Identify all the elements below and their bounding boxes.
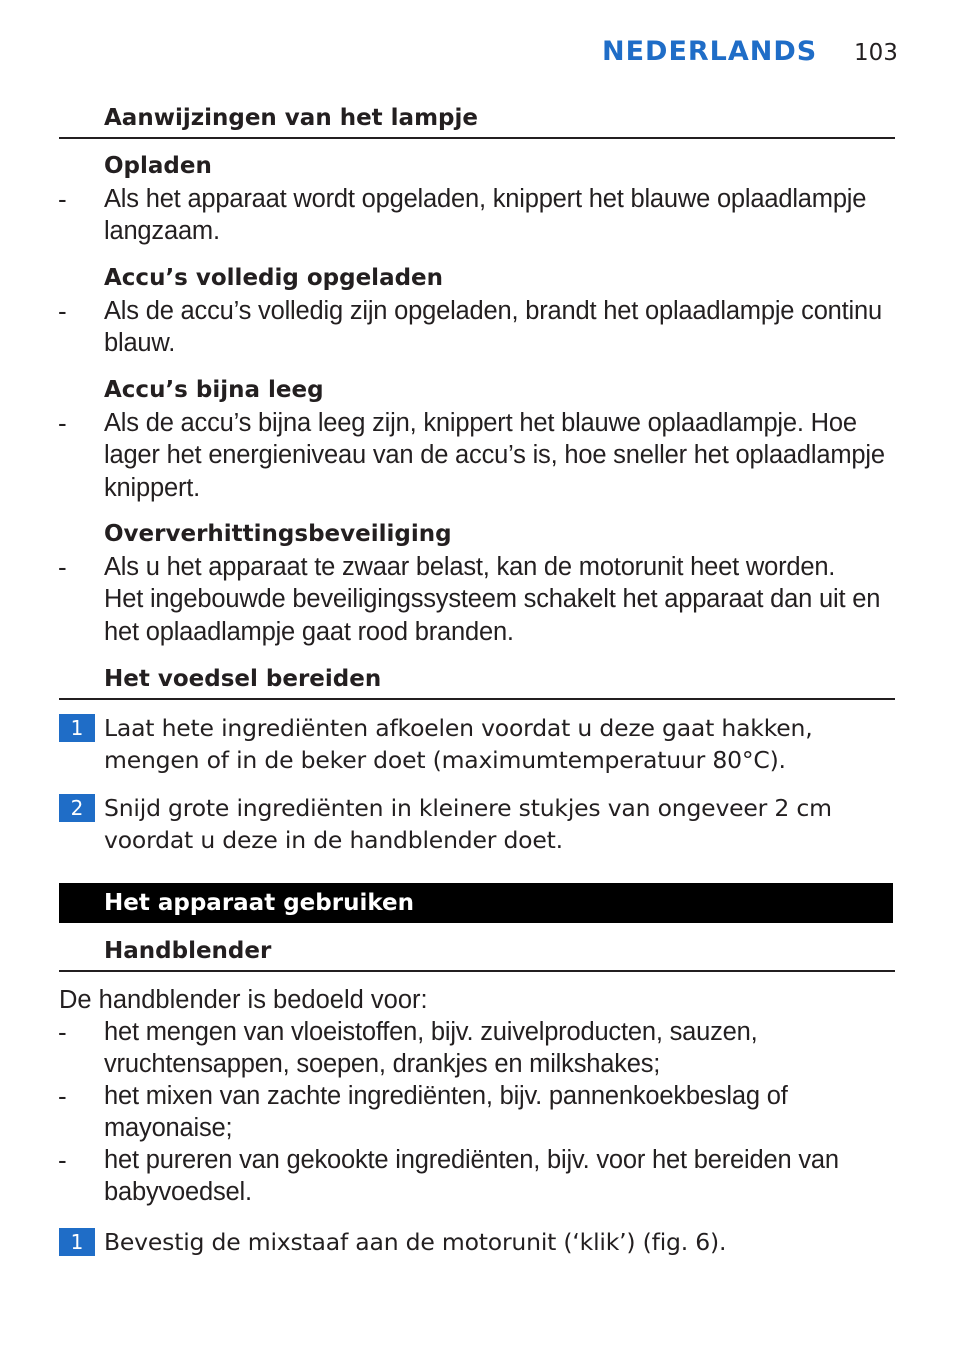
text-line: vruchtensappen, soepen, drankjes en milkshakes; <box>104 1050 661 1079</box>
bullet-dash: - <box>58 552 67 582</box>
text-oververhitting <box>104 551 904 648</box>
intro-paragraph: De handblender is bedoeld voor: <box>59 986 428 1014</box>
bullet-dash: - <box>58 408 67 438</box>
text-line: Bevestig de mixstaaf aan de motorunit (‘klik’) (fig. 6). <box>104 1228 727 1256</box>
section-divider <box>59 137 895 139</box>
list-item <box>104 1144 904 1209</box>
text-line: langzaam. <box>104 217 220 246</box>
text-line: Laat hete ingrediënten afkoelen voordat u deze gaat hakken, <box>104 714 813 742</box>
text-line: knippert. <box>104 473 201 502</box>
text-line: het mengen van vloeistoffen, bijv. zuivelproducten, sauzen, <box>104 1018 758 1046</box>
step-number-badge: 1 <box>59 714 95 742</box>
text-line: babyvoedsel. <box>104 1178 252 1207</box>
chapter-title-bar <box>59 883 893 923</box>
text-line: Het ingebouwde beveiligingssysteem schakelt het apparaat dan uit en <box>104 585 881 614</box>
subheading-opladen: Opladen <box>104 153 212 179</box>
text-line: voordat u deze in de handblender doet. <box>104 826 563 854</box>
text-line: het pureren van gekookte ingrediënten, bijv. voor het bereiden van <box>104 1146 839 1174</box>
bullet-dash: - <box>58 1145 67 1175</box>
section-title-indicator: Aanwijzingen van het lampje <box>104 105 478 131</box>
subheading-oververhitting: Oververhittingsbeveiliging <box>104 521 452 547</box>
text-line: Als het apparaat wordt opgeladen, knippert het blauwe oplaadlampje <box>104 185 867 213</box>
step-number-badge: 1 <box>59 1228 95 1256</box>
list-item <box>104 1080 904 1145</box>
step-text <box>104 712 904 776</box>
step-number-badge: 2 <box>59 794 95 822</box>
text-line: mengen of in de beker doet (maximumtemperatuur 80°C). <box>104 746 786 774</box>
text-line: het oplaadlampje gaat rood branden. <box>104 617 514 646</box>
text-line: mayonaise; <box>104 1114 233 1143</box>
bullet-dash: - <box>58 1081 67 1111</box>
text-line: lager het energieniveau van de accu’s is, hoe sneller het oplaadlampje <box>104 441 885 470</box>
section-divider <box>59 698 895 700</box>
text-line: Als u het apparaat te zwaar belast, kan de motorunit heet worden. <box>104 553 836 581</box>
bullet-dash: - <box>58 296 67 326</box>
text-line: Als de accu’s bijna leeg zijn, knippert het blauwe oplaadlampje. Hoe <box>104 409 857 437</box>
text-line: Snijd grote ingrediënten in kleinere stukjes van ongeveer 2 cm <box>104 794 832 822</box>
subheading-accu-vol: Accu’s volledig opgeladen <box>104 265 444 291</box>
list-item <box>104 1016 904 1081</box>
text-opladen <box>104 183 904 248</box>
step-text <box>104 1226 904 1258</box>
chapter-title: Het apparaat gebruiken <box>104 890 414 916</box>
subheading-handblender: Handblender <box>104 938 272 964</box>
language-heading: NEDERLANDS <box>602 36 818 67</box>
step-text <box>104 792 904 856</box>
text-accu-vol <box>104 295 904 360</box>
section-title-food-prep: Het voedsel bereiden <box>104 666 382 692</box>
page-number: 103 <box>854 40 898 66</box>
bullet-dash: - <box>58 184 67 214</box>
text-line: het mixen van zachte ingrediënten, bijv. pannenkoekbeslag of <box>104 1082 788 1110</box>
text-line: Als de accu’s volledig zijn opgeladen, brandt het oplaadlampje continu <box>104 297 882 325</box>
section-divider <box>59 970 895 972</box>
subheading-accu-leeg: Accu’s bijna leeg <box>104 377 324 403</box>
bullet-dash: - <box>58 1017 67 1047</box>
text-accu-leeg <box>104 407 904 504</box>
text-line: blauw. <box>104 329 176 358</box>
